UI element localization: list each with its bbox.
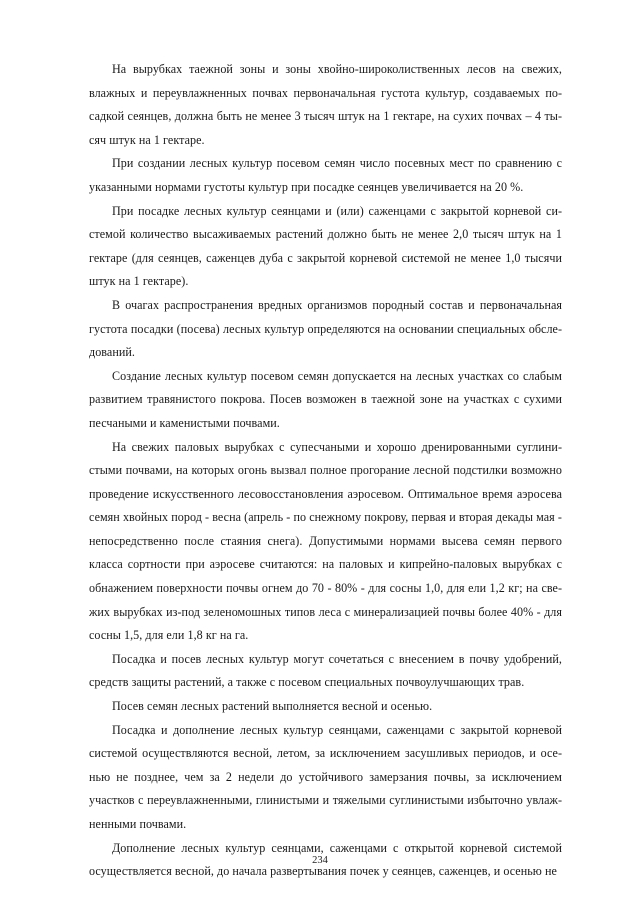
page-number: 234 [312,855,328,866]
paragraph-3: При посадке лесных культур сеянцами и (или) саженцами с закрытой корневой системой количество высаживаемых растений должно быть не менее 2,0 тысяч штук на 1 гектаре (для сеянцев, саженцев дуба с закрытой корневой системой не менее 1,0 тысячи штук на 1 гектаре). [89,203,562,289]
paragraph-2: При создании лесных культур посевом семян число посевных мест по сравнению с указанными нормами густоты культур при посадке сеянцев увеличивается на 20 %. [89,156,562,194]
paragraph-8: Посев семян лесных растений выполняется весной и осенью. [112,699,433,714]
paragraph-6: На свежих паловых вырубках с супесчаными и хорошо дренированными суглинистыми почвами, на которых огонь вызвал полное прогорание лесной подстилки возможно проведение искусственного лесовосстановления аэросевом. Оптимальное время аэросева семян хвойных пород - весна (апрель - по снежному покрову, первая и вторая декады мая - непосредственно после стаяния снега). Допустимыми нормами высева семян первого класса сортности при аэросеве считаются: на паловых и кипрейно-паловых вырубках с обнажением поверхности почвы огнем до 70 - 80% - для сосны 1,0, для ели 1,2 кг; на свежих вырубках из-под зеленомошных типов леса с минерализацией почвы более 40% - для сосны 1,5, для ели 1,8 кг на га. [89,439,562,643]
paragraph-9: Посадка и дополнение лесных культур сеянцами, саженцами с закрытой корневой системой осуществляются весной, летом, за исключением засушливых периодов, и осенью не позднее, чем за 2 недели до устойчивого замерзания почвы, за исключением участков с переувлажненными, глинистыми и тяжелыми суглинистыми избыточно увлажненными почвами. [89,722,562,831]
paragraph-10: Дополнение лесных культур сеянцами, саженцами с открытой корневой системой осуществляется весной, до начала развертывания почек у сеянцев, саженцев, и осенью не [89,840,562,879]
document-page [89,58,562,884]
paragraph-4: В очагах распространения вредных организмов породный состав и первоначальная густота посадки (посева) лесных культур определяются на основании специальных обследований. [89,297,562,360]
paragraph-1: На вырубках таежной зоны и зоны хвойно-широколиственных лесов на свежих, влажных и переувлажненных почвах первоначальная густота культур, создаваемых посадкой сеянцев, должна быть не менее 3 тысяч штук на 1 гектаре, на сухих почвах – 4 тысяч штук на 1 гектаре. [89,62,562,147]
paragraph-7: Посадка и посев лесных культур могут сочетаться с внесением в почву удобрений, средств защиты растений, а также с посевом специальных почвоулучшающих трав. [89,651,562,690]
paragraph-5: Создание лесных культур посевом семян допускается на лесных участках со слабым развитием травянистого покрова. Посев возможен в таежной зоне на участках с сухими песчаными и каменистыми почвами. [89,368,562,430]
